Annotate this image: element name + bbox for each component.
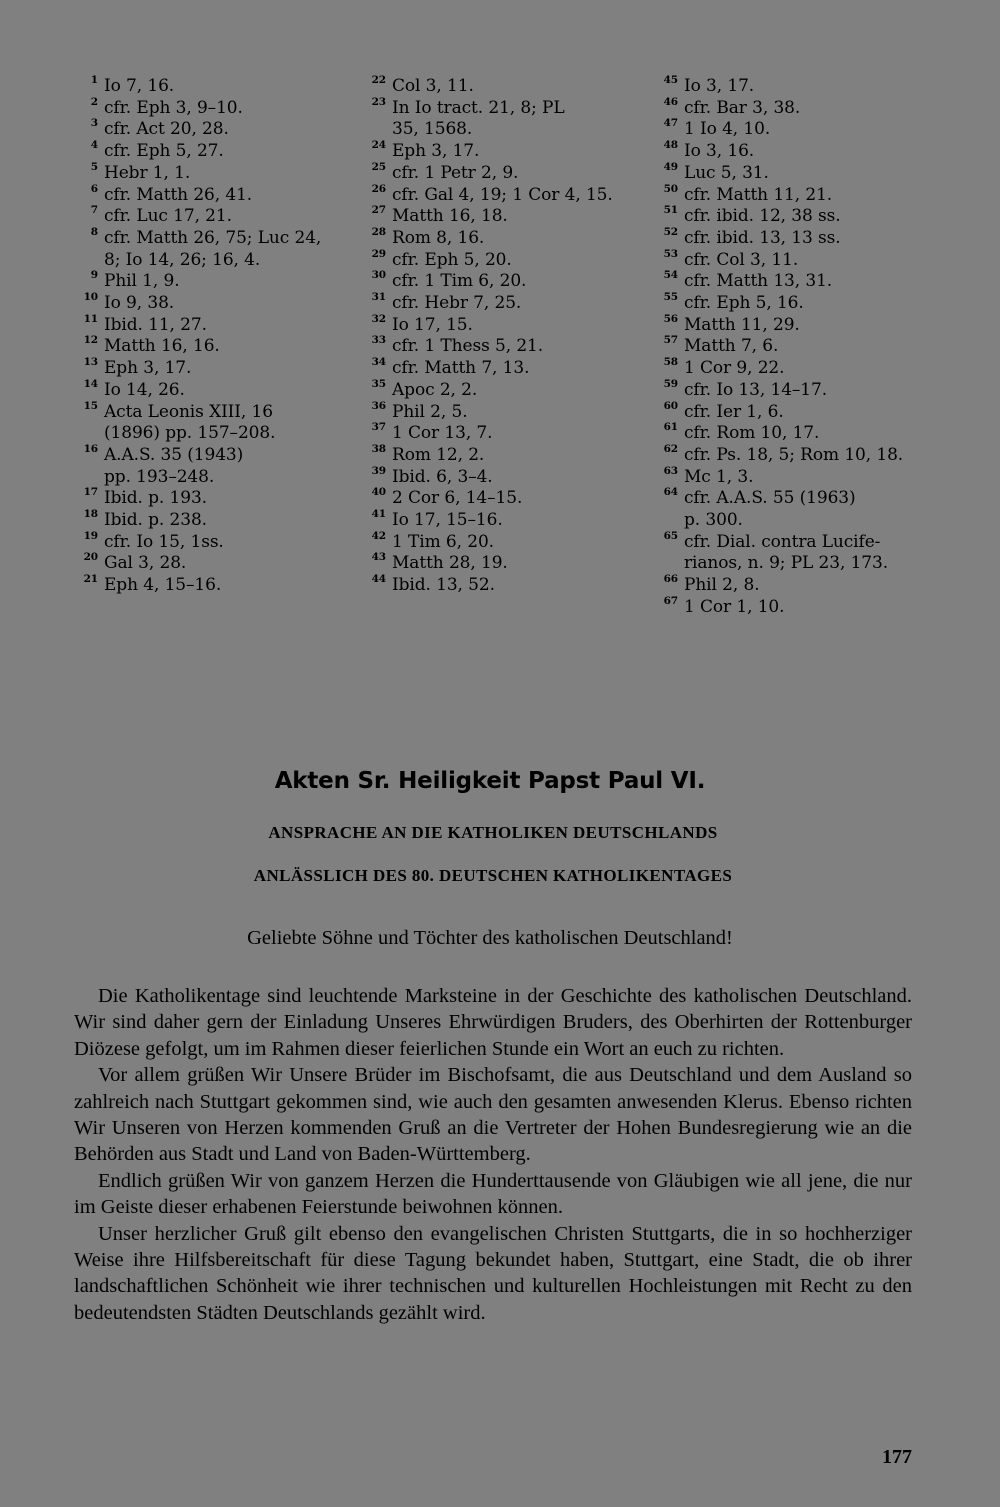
subheading-address: ANSPRACHE AN DIE KATHOLIKEN DEUTSCHLANDS [268,823,718,842]
footnote-line [368,553,653,575]
footnotes-column-1 [80,76,360,597]
footnote-text: cfr. Io 15, 1ss. [104,531,224,552]
footnote-text: Rom 8, 16. [392,227,485,248]
footnote-number: 63 [663,464,678,477]
footnote-text: cfr. Dial. contra Lucife- [684,531,881,552]
footnote-text: Matth 16, 16. [104,336,220,357]
footnote-line [660,358,950,380]
footnote-number: 47 [663,117,678,130]
paragraph: Unser herzlicher Gruß gilt ebenso den evangelischen Christen Stuttgarts, die in so hochherziger Weise ihre Hilfsbereitschaft für diese Tagung bekundet haben, Stuttgart, eine Stadt, die ob ihrer landschaftlichen Schönheit wie ihrer technischen und kulturellen Hochleistungen mit Recht zu den bedeutendsten Städten Deutschlands gezählt wird. [74,1222,912,1324]
footnote-text: Ibid. 11, 27. [104,314,207,335]
footnote-line [660,119,950,141]
footnote-line [368,225,653,250]
footnote-line [80,95,360,120]
footnote-line [660,293,950,315]
footnote-line [80,119,360,141]
footnote-number: 37 [371,421,386,434]
footnote-text: cfr. Gal 4, 19; 1 Cor 4, 15. [392,184,613,205]
footnote-line [80,141,360,163]
footnote-line [660,336,950,358]
section-heading: Akten Sr. Heiligkeit Papst Paul VI. [274,768,706,794]
footnote-number: 65 [663,529,678,542]
footnote-number: 32 [371,312,386,325]
footnote-text: cfr. Matth 7, 13. [392,358,530,379]
footnote-line [368,442,653,467]
subheading-occasion: ANLÄSSLICH DES 80. DEUTSCHEN KATHOLIKENTAGES [253,866,733,885]
footnote-number: 20 [83,551,98,564]
footnote-line [80,399,360,424]
footnote-number: 50 [663,182,678,195]
footnote-number: 59 [663,377,678,390]
footnote-number: 4 [90,139,98,152]
footnote-line [368,271,653,293]
footnote-text: cfr. Eph 3, 9–10. [104,97,243,118]
footnote-number: 49 [663,160,678,173]
footnote-line [660,206,950,228]
footnote-number: 19 [83,529,98,542]
footnote-number: 58 [663,356,678,369]
footnote-number: 48 [663,139,678,152]
footnote-line [368,423,653,445]
footnote-text: cfr. A.A.S. 55 (1963) [684,488,856,509]
footnote-line [80,488,360,510]
footnote-text: cfr. Eph 5, 20. [392,249,512,270]
footnote-text: cfr. Eph 5, 16. [684,293,804,314]
footnote-number: 6 [90,182,98,195]
footnote-number: 9 [90,269,98,282]
footnote-text: Eph 3, 17. [104,358,192,379]
footnote-line [660,225,950,250]
footnote-text: Matth 28, 19. [392,553,508,574]
footnote-line [80,271,360,293]
footnote-number: 33 [371,334,386,347]
footnote-number: 8 [90,225,98,238]
footnote-number: 43 [371,551,386,564]
footnote-line [660,399,950,424]
footnote-line [368,575,653,597]
footnote-text: Phil 1, 9. [104,271,180,292]
footnote-number: 24 [371,139,386,152]
footnote-text: Io 17, 15. [392,314,473,335]
footnote-number: 67 [663,594,678,607]
footnote-number: 45 [663,74,678,86]
footnote-text: Hebr 1, 1. [104,162,191,183]
footnote-number: 60 [663,399,678,412]
footnote-text: 1 Io 4, 10. [684,119,771,140]
footnote-number: 39 [371,464,386,477]
footnote-number: 10 [83,291,98,304]
footnote-text: rianos, n. 9; PL 23, 173. [684,553,889,574]
footnote-text: cfr. Ps. 18, 5; Rom 10, 18. [684,444,904,465]
footnote-text: Rom 12, 2. [392,444,485,465]
footnote-text: 35, 1568. [392,119,473,140]
footnote-text: Io 17, 15–16. [392,510,503,531]
footnote-number: 27 [371,204,386,217]
footnote-text: cfr. Eph 5, 27. [104,141,224,162]
footnote-number: 66 [663,573,678,586]
footnote-text: cfr. 1 Petr 2, 9. [392,162,519,183]
footnote-number: 57 [663,334,678,347]
footnote-number: 22 [371,74,386,86]
footnote-line [660,160,950,185]
footnote-text: Col 3, 11. [392,76,474,96]
footnote-text: Eph 4, 15–16. [104,575,222,596]
footnote-number: 30 [371,269,386,282]
footnote-line [368,488,653,510]
footnote-text: cfr. Bar 3, 38. [684,97,801,118]
footnote-text: cfr. Matth 26, 41. [104,184,253,205]
footnote-line [660,95,950,120]
footnote-number: 21 [83,573,98,586]
footnote-number: 29 [371,247,386,260]
footnote-text: Matth 11, 29. [684,314,800,335]
footnote-line [660,553,950,575]
footnote-number: 51 [663,204,678,217]
footnote-text: Matth 16, 18. [392,206,508,227]
footnote-text: Eph 3, 17. [392,141,480,162]
footnote-number: 17 [83,486,98,499]
footnote-line [80,377,360,402]
footnote-line [368,377,653,402]
footnote-number: 5 [90,160,98,173]
footnote-number: 25 [371,160,386,173]
footnote-line [660,464,950,489]
footnote-text: Ibid. 13, 52. [392,575,495,596]
footnote-text: 1 Cor 13, 7. [392,423,493,444]
footnote-text: cfr. ibid. 12, 38 ss. [684,206,841,227]
footnote-text: Ibid. 6, 3–4. [392,466,493,487]
footnote-line [368,76,653,98]
footnote-text: Gal 3, 28. [104,553,187,574]
footnote-text: cfr. Matth 13, 31. [684,271,833,292]
footnote-number: 15 [83,399,98,412]
footnote-line [80,312,360,337]
footnote-text: Acta Leonis XIII, 16 [104,401,273,422]
footnote-line [660,510,950,532]
footnote-number: 1 [90,74,98,86]
footnote-line [368,358,653,380]
footnote-line [80,358,360,380]
footnote-line [368,141,653,163]
footnote-text: Io 3, 16. [684,141,755,162]
footnote-line [368,95,653,120]
footnote-line [660,488,950,510]
footnote-line [368,312,653,337]
footnote-line [368,247,653,272]
footnote-line [368,510,653,532]
footnote-line [368,464,653,489]
footnote-line [80,225,360,250]
footnote-line [368,119,653,141]
paragraph: Endlich grüßen Wir von ganzem Herzen die Hunderttausende von Gläubigen wie all jene, die nur im Geiste dieser erhabenen Feierstunde beiwohnen können. [74,1169,912,1219]
footnote-line [80,250,360,272]
footnote-number: 61 [663,421,678,434]
salutation: Geliebte Söhne und Töchter des katholischen Deutschland! [247,927,733,949]
footnote-text: cfr. Rom 10, 17. [684,423,820,444]
footnote-text: 1 Cor 1, 10. [684,596,785,617]
body-text [74,983,912,1326]
footnote-text: 1 Tim 6, 20. [392,531,494,552]
footnote-text: Mc 1, 3. [684,466,754,487]
footnote-line [80,467,360,489]
footnote-line [368,293,653,315]
footnote-text: p. 300. [684,510,743,531]
footnote-number: 53 [663,247,678,260]
footnote-line [80,206,360,228]
footnote-line [660,76,950,98]
footnote-text: Ibid. p. 238. [104,510,207,531]
footnote-text: pp. 193–248. [104,466,215,487]
footnote-number: 11 [83,312,98,325]
footnote-number: 40 [371,486,386,499]
footnote-line [80,423,360,445]
footnote-line [660,141,950,163]
footnote-text: cfr. Col 3, 11. [684,249,799,270]
footnote-text: Io 9, 38. [104,293,175,314]
footnote-text: Phil 2, 8. [684,575,760,596]
footnote-number: 26 [371,182,386,195]
footnote-line [660,247,950,272]
page-number: 177 [882,1446,912,1468]
footnote-number: 12 [83,334,98,347]
footnote-text: cfr. Hebr 7, 25. [392,293,522,314]
footnote-number: 62 [663,442,678,455]
footnote-number: 41 [371,508,386,521]
footnote-number: 56 [663,312,678,325]
footnote-text: cfr. Io 13, 14–17. [684,379,828,400]
footnote-number: 36 [371,399,386,412]
footnote-text: (1896) pp. 157–208. [104,423,276,444]
footnote-text: cfr. 1 Thess 5, 21. [392,336,544,357]
footnote-line [368,160,653,185]
footnote-line [368,529,653,554]
footnote-line [80,336,360,358]
footnote-number: 54 [663,269,678,282]
footnote-line [80,293,360,315]
footnote-line [660,182,950,207]
footnote-number: 13 [83,356,98,369]
footnote-text: Apoc 2, 2. [392,379,478,400]
footnote-text: Io 7, 16. [104,76,175,96]
footnote-line [660,377,950,402]
footnote-number: 31 [371,291,386,304]
footnote-number: 7 [90,204,98,217]
footnote-text: cfr. Ier 1, 6. [684,401,784,422]
footnote-line [80,76,360,98]
footnote-line [660,271,950,293]
footnote-text: cfr. Luc 17, 21. [104,206,232,227]
footnote-line [80,575,360,597]
footnote-number: 28 [371,225,386,238]
footnote-line [80,510,360,532]
footnote-line [80,160,360,185]
footnote-number: 38 [371,442,386,455]
footnote-number: 16 [83,442,98,455]
footnote-line [368,399,653,424]
footnote-number: 55 [663,291,678,304]
footnote-line [368,206,653,228]
footnote-line [80,442,360,467]
footnote-number: 23 [371,95,386,108]
footnote-text: 1 Cor 9, 22. [684,358,785,379]
footnote-number: 35 [371,377,386,390]
footnote-number: 52 [663,225,678,238]
paragraph: Die Katholikentage sind leuchtende Marksteine in der Geschichte des katholischen Deutschland. Wir sind daher gern der Einladung Unseres Ehrwürdigen Bruders, des Oberhirten der Rottenburger Diözese gefolgt, um im Rahmen dieser feierlichen Stunde ein Wort an euch zu richten. [74,985,912,1060]
footnote-number: 34 [371,356,386,369]
footnote-line [660,312,950,337]
footnotes-column-2 [368,76,653,597]
footnote-text: In Io tract. 21, 8; PL [392,97,565,118]
footnote-text: Io 14, 26. [104,379,185,400]
footnote-number: 42 [371,529,386,542]
footnote-text: cfr. Act 20, 28. [104,119,229,140]
footnote-text: cfr. Matth 26, 75; Luc 24, [104,227,322,248]
footnote-text: Phil 2, 5. [392,401,468,422]
footnote-text: 2 Cor 6, 14–15. [392,488,523,509]
footnote-number: 46 [663,95,678,108]
footnote-text: cfr. 1 Tim 6, 20. [392,271,527,292]
footnote-line [368,182,653,207]
footnote-line [660,594,950,619]
footnote-text: A.A.S. 35 (1943) [104,444,244,465]
footnote-text: cfr. Matth 11, 21. [684,184,833,205]
footnote-number: 14 [83,377,98,390]
footnote-line [660,575,950,597]
footnote-number: 64 [663,486,678,499]
footnote-number: 44 [371,573,386,586]
paragraph: Vor allem grüßen Wir Unsere Brüder im Bischofsamt, die aus Deutschland und dem Ausland so zahlreich nach Stuttgart gekommen sind, wie auch den gesamten anwesenden Klerus. Ebenso richten Wir Unseren von Herzen kommenden Gruß an die Vertreter der Hohen Bundesregierung wie an die Behörden aus Stadt und Land von Baden-Württemberg. [74,1064,912,1166]
footnote-line [660,442,950,467]
footnote-text: Luc 5, 31. [684,162,769,183]
footnote-line [660,529,950,554]
footnote-text: Ibid. p. 193. [104,488,207,509]
footnote-text: 8; Io 14, 26; 16, 4. [104,249,261,270]
footnote-line [368,336,653,358]
footnote-number: 2 [90,95,98,108]
footnote-text: Io 3, 17. [684,76,755,96]
footnote-line [80,182,360,207]
footnote-text: Matth 7, 6. [684,336,779,357]
footnote-line [80,553,360,575]
footnote-line [660,423,950,445]
footnote-text: cfr. ibid. 13, 13 ss. [684,227,841,248]
footnote-line [80,529,360,554]
footnote-number: 18 [83,508,98,521]
footnote-number: 3 [90,117,98,130]
footnotes-column-3 [660,76,950,619]
